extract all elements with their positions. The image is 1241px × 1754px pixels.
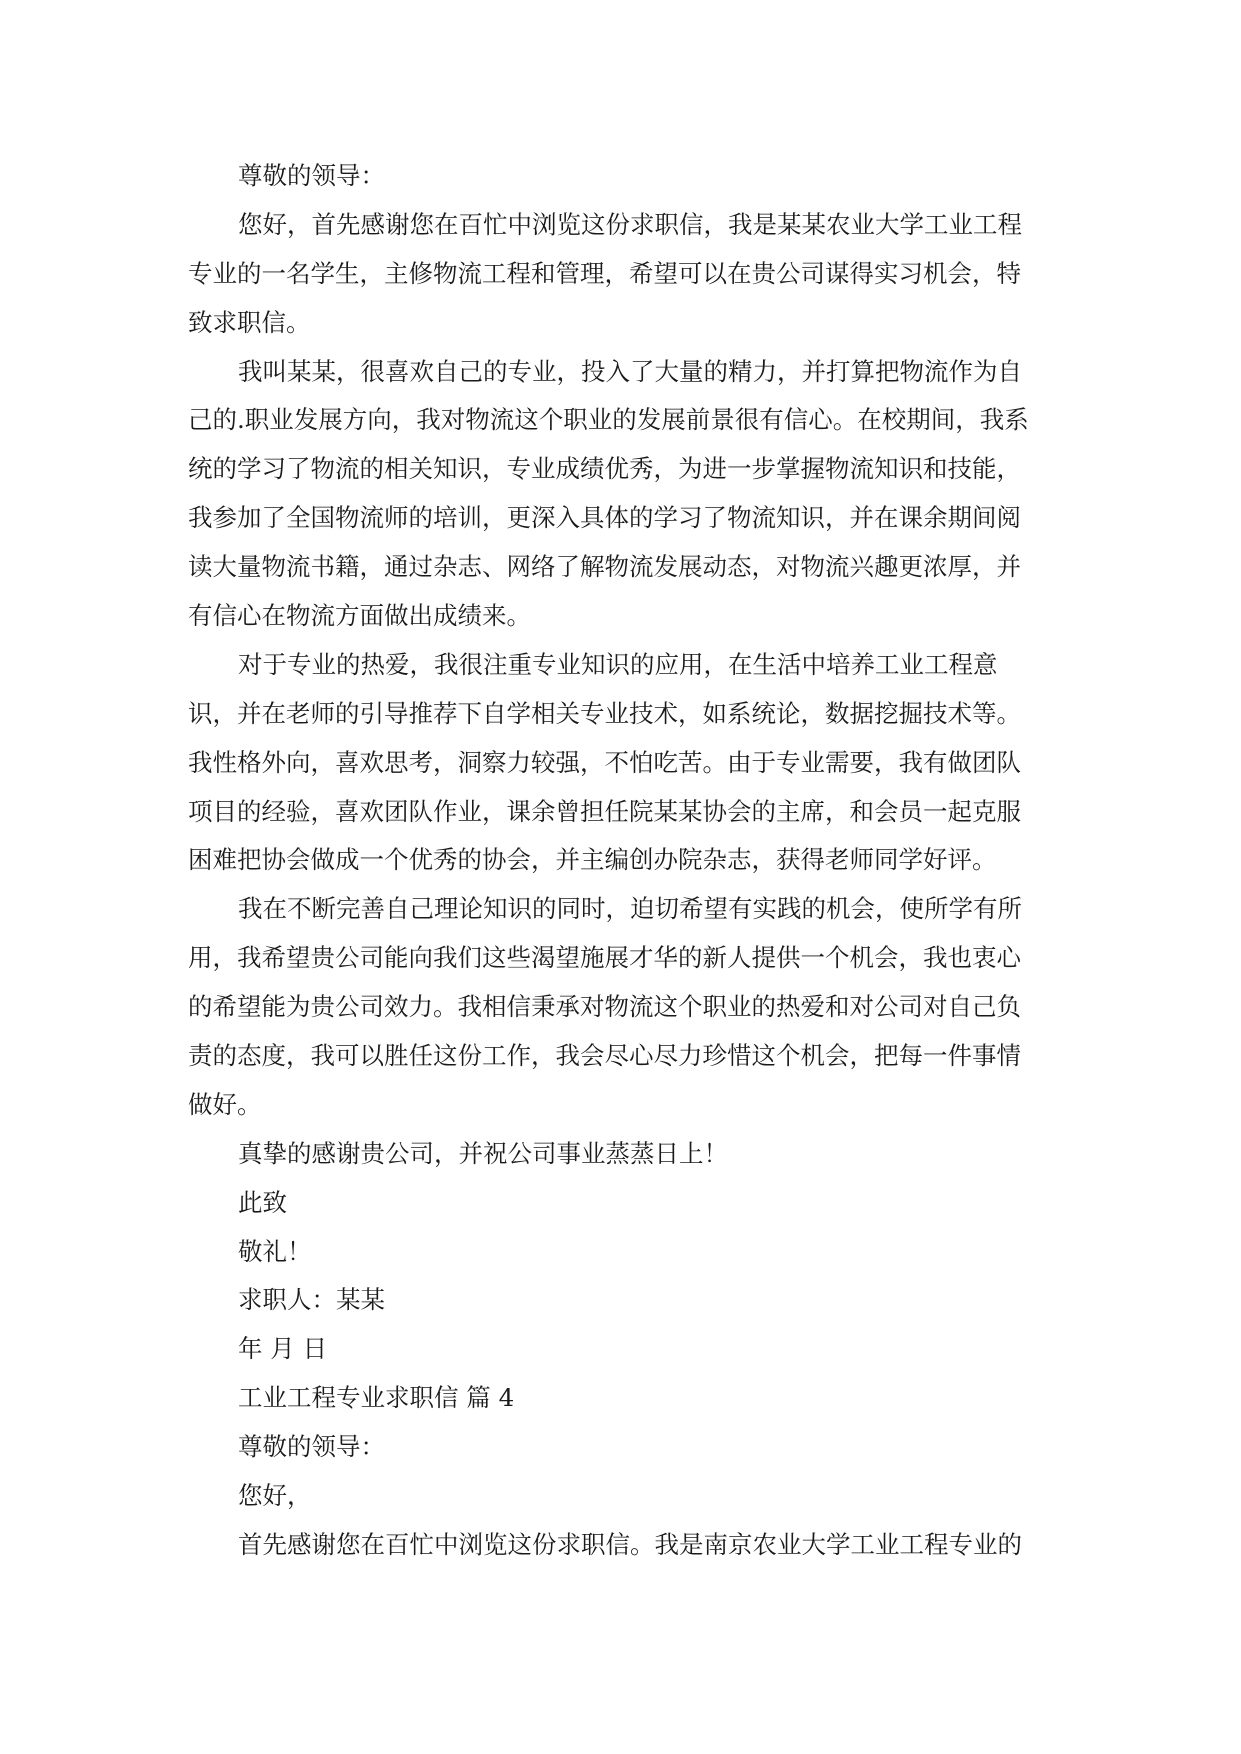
- letter-line: 您好，: [238, 1481, 312, 1511]
- letter-line: 真挚的感谢贵公司，并祝公司事业蒸蒸日上！: [238, 1138, 728, 1168]
- letter-line: 致求职信。: [188, 307, 311, 337]
- letter-line: 敬礼！: [238, 1236, 312, 1266]
- letter-line: 读大量物流书籍，通过杂志、网络了解物流发展动态，对物流兴趣更浓厚，并: [188, 552, 1021, 582]
- letter-line: 己的.职业发展方向，我对物流这个职业的发展前景很有信心。在校期间，我系: [188, 405, 1029, 435]
- letter-line: 尊敬的领导：: [238, 161, 385, 190]
- letter-line: 的希望能为贵公司效力。我相信秉承对物流这个职业的热爱和对公司对自己负: [188, 992, 1021, 1022]
- letter-line: 求职人：某某: [238, 1285, 385, 1315]
- letter-line: 项目的经验，喜欢团队作业，课余曾担任院某某协会的主席，和会员一起克服: [188, 796, 1021, 826]
- letter-line: 做好。: [188, 1089, 262, 1119]
- letter-line: 我性格外向，喜欢思考，洞察力较强，不怕吃苦。由于专业需要，我有做团队: [188, 747, 1021, 777]
- letter-line: 此致: [238, 1187, 287, 1217]
- letter-line: 责的态度，我可以胜任这份工作，我会尽心尽力珍惜这个机会，把每一件事情: [188, 1041, 1021, 1071]
- letter-line: 识，并在老师的引导推荐下自学相关专业技术，如系统论，数据挖掘技术等。: [188, 698, 1021, 728]
- letter-line: 专业的一名学生，主修物流工程和管理，希望可以在贵公司谋得实习机会，特: [188, 258, 1021, 288]
- letter-line: 统的学习了物流的相关知识，专业成绩优秀，为进一步掌握物流知识和技能，: [188, 454, 1021, 484]
- letter-line: 对于专业的热爱，我很注重专业知识的应用，在生活中培养工业工程意: [238, 649, 998, 679]
- letter-line: 我叫某某，很喜欢自己的专业，投入了大量的精力，并打算把物流作为自: [238, 356, 1022, 386]
- letter-line: 年 月 日: [238, 1334, 328, 1364]
- letter-line: 您好，首先感谢您在百忙中浏览这份求职信，我是某某农业大学工业工程: [238, 209, 1022, 239]
- letter-line: 用，我希望贵公司能向我们这些渴望施展才华的新人提供一个机会，我也衷心: [188, 943, 1021, 973]
- letter-line: 首先感谢您在百忙中浏览这份求职信。我是南京农业大学工业工程专业的: [238, 1529, 1022, 1559]
- letter-line: 困难把协会做成一个优秀的协会，并主编创办院杂志，获得老师同学好评。: [188, 845, 997, 875]
- letter-line: 有信心在物流方面做出成绩来。: [188, 601, 531, 631]
- letter-line: 尊敬的领导：: [238, 1432, 385, 1462]
- letter-line: 我参加了全国物流师的培训，更深入具体的学习了物流知识，并在课余期间阅: [188, 503, 1021, 533]
- letter-line: 我在不断完善自己理论知识的同时，迫切希望有实践的机会，使所学有所: [238, 894, 1022, 924]
- letter-line: 工业工程专业求职信 篇 4: [238, 1383, 515, 1413]
- letter-body: [188, 152, 1068, 1570]
